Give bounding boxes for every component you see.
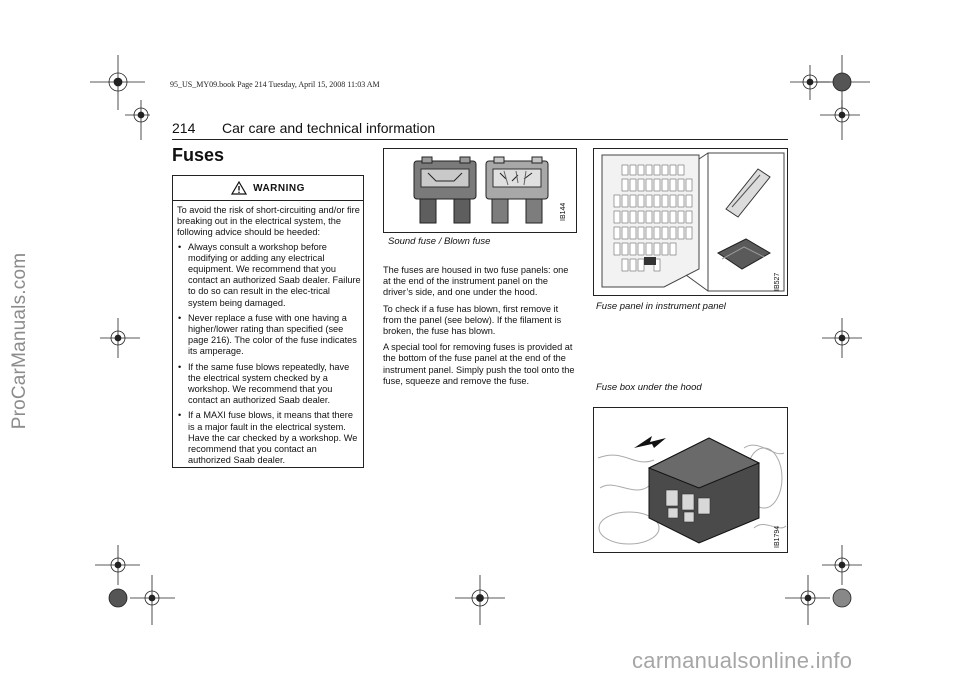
warning-item: • If a MAXI fuse blows, it means that there is a major fault in the electrical system. Have the car checked by a workshop. We recommend that you contact an authorized Saab dealer. (177, 410, 361, 466)
warning-triangle-icon (231, 181, 247, 195)
warning-heading: WARNING (253, 182, 305, 194)
figure-code: IB144 (560, 202, 567, 221)
header-rule (172, 139, 788, 140)
warning-intro: To avoid the risk of short-circuiting and/or fire breaking out in the electrical system, the following advice should be heeded: (177, 205, 360, 238)
warning-item: • Always consult a workshop before modifying or adding any electrical equipment. We recommend that you contact an authorized Saab dealer. Failure to do so can result in the elec-trical system being damaged. (177, 242, 361, 309)
warning-item: • If the same fuse blows repeatedly, have the electrical system checked by a workshop. We recommend that you contact an authorized Saab dealer. (177, 362, 361, 407)
running-header-title: Car care and technical information (222, 120, 436, 136)
warning-item: • Never replace a fuse with one having a higher/lower rating than specified (see page 216). The color of the fuse indicates its amperage. (177, 313, 361, 358)
warning-header (173, 176, 363, 201)
hood-fuse-box-illustration (594, 408, 787, 552)
figure-caption: Sound fuse / Blown fuse (388, 236, 491, 247)
figure-caption: Fuse panel in instrument panel (596, 301, 726, 312)
side-watermark: ProCarManuals.com (9, 252, 30, 430)
warning-list (177, 242, 361, 467)
body-text (383, 265, 577, 392)
section-title: Fuses (172, 145, 225, 165)
body-paragraph: A special tool for removing fuses is provided at the bottom of the fuse panel at the end of the instrument panel. Simply push the tool onto the fuse, squeeze and remove the fuse. (383, 342, 575, 386)
figure-code: IB1794 (774, 525, 781, 548)
warning-body (177, 205, 361, 470)
fuse-figure (383, 148, 577, 233)
figure-code: IB527 (774, 272, 781, 291)
page-number: 214 (172, 120, 196, 136)
fuse-panel-illustration (594, 149, 787, 295)
book-info-line: 95_US_MY09.book Page 214 Tuesday, April 15, 2008 11:03 AM (170, 80, 380, 89)
body-paragraph: The fuses are housed in two fuse panels: one at the end of the instrument panel on the driver’s side, and one under the hood. (383, 265, 569, 298)
hood-fuse-box-figure (593, 407, 788, 553)
fuse-panel-figure (593, 148, 788, 296)
footer-watermark: carmanualsonline.info (632, 648, 853, 673)
warning-box (172, 175, 364, 468)
body-paragraph: To check if a fuse has blown, first remove it from the panel (see below). If the filament is broken, the fuse has blown. (383, 303, 562, 337)
fuse-illustration (384, 149, 576, 232)
figure-caption: Fuse box under the hood (596, 382, 702, 393)
